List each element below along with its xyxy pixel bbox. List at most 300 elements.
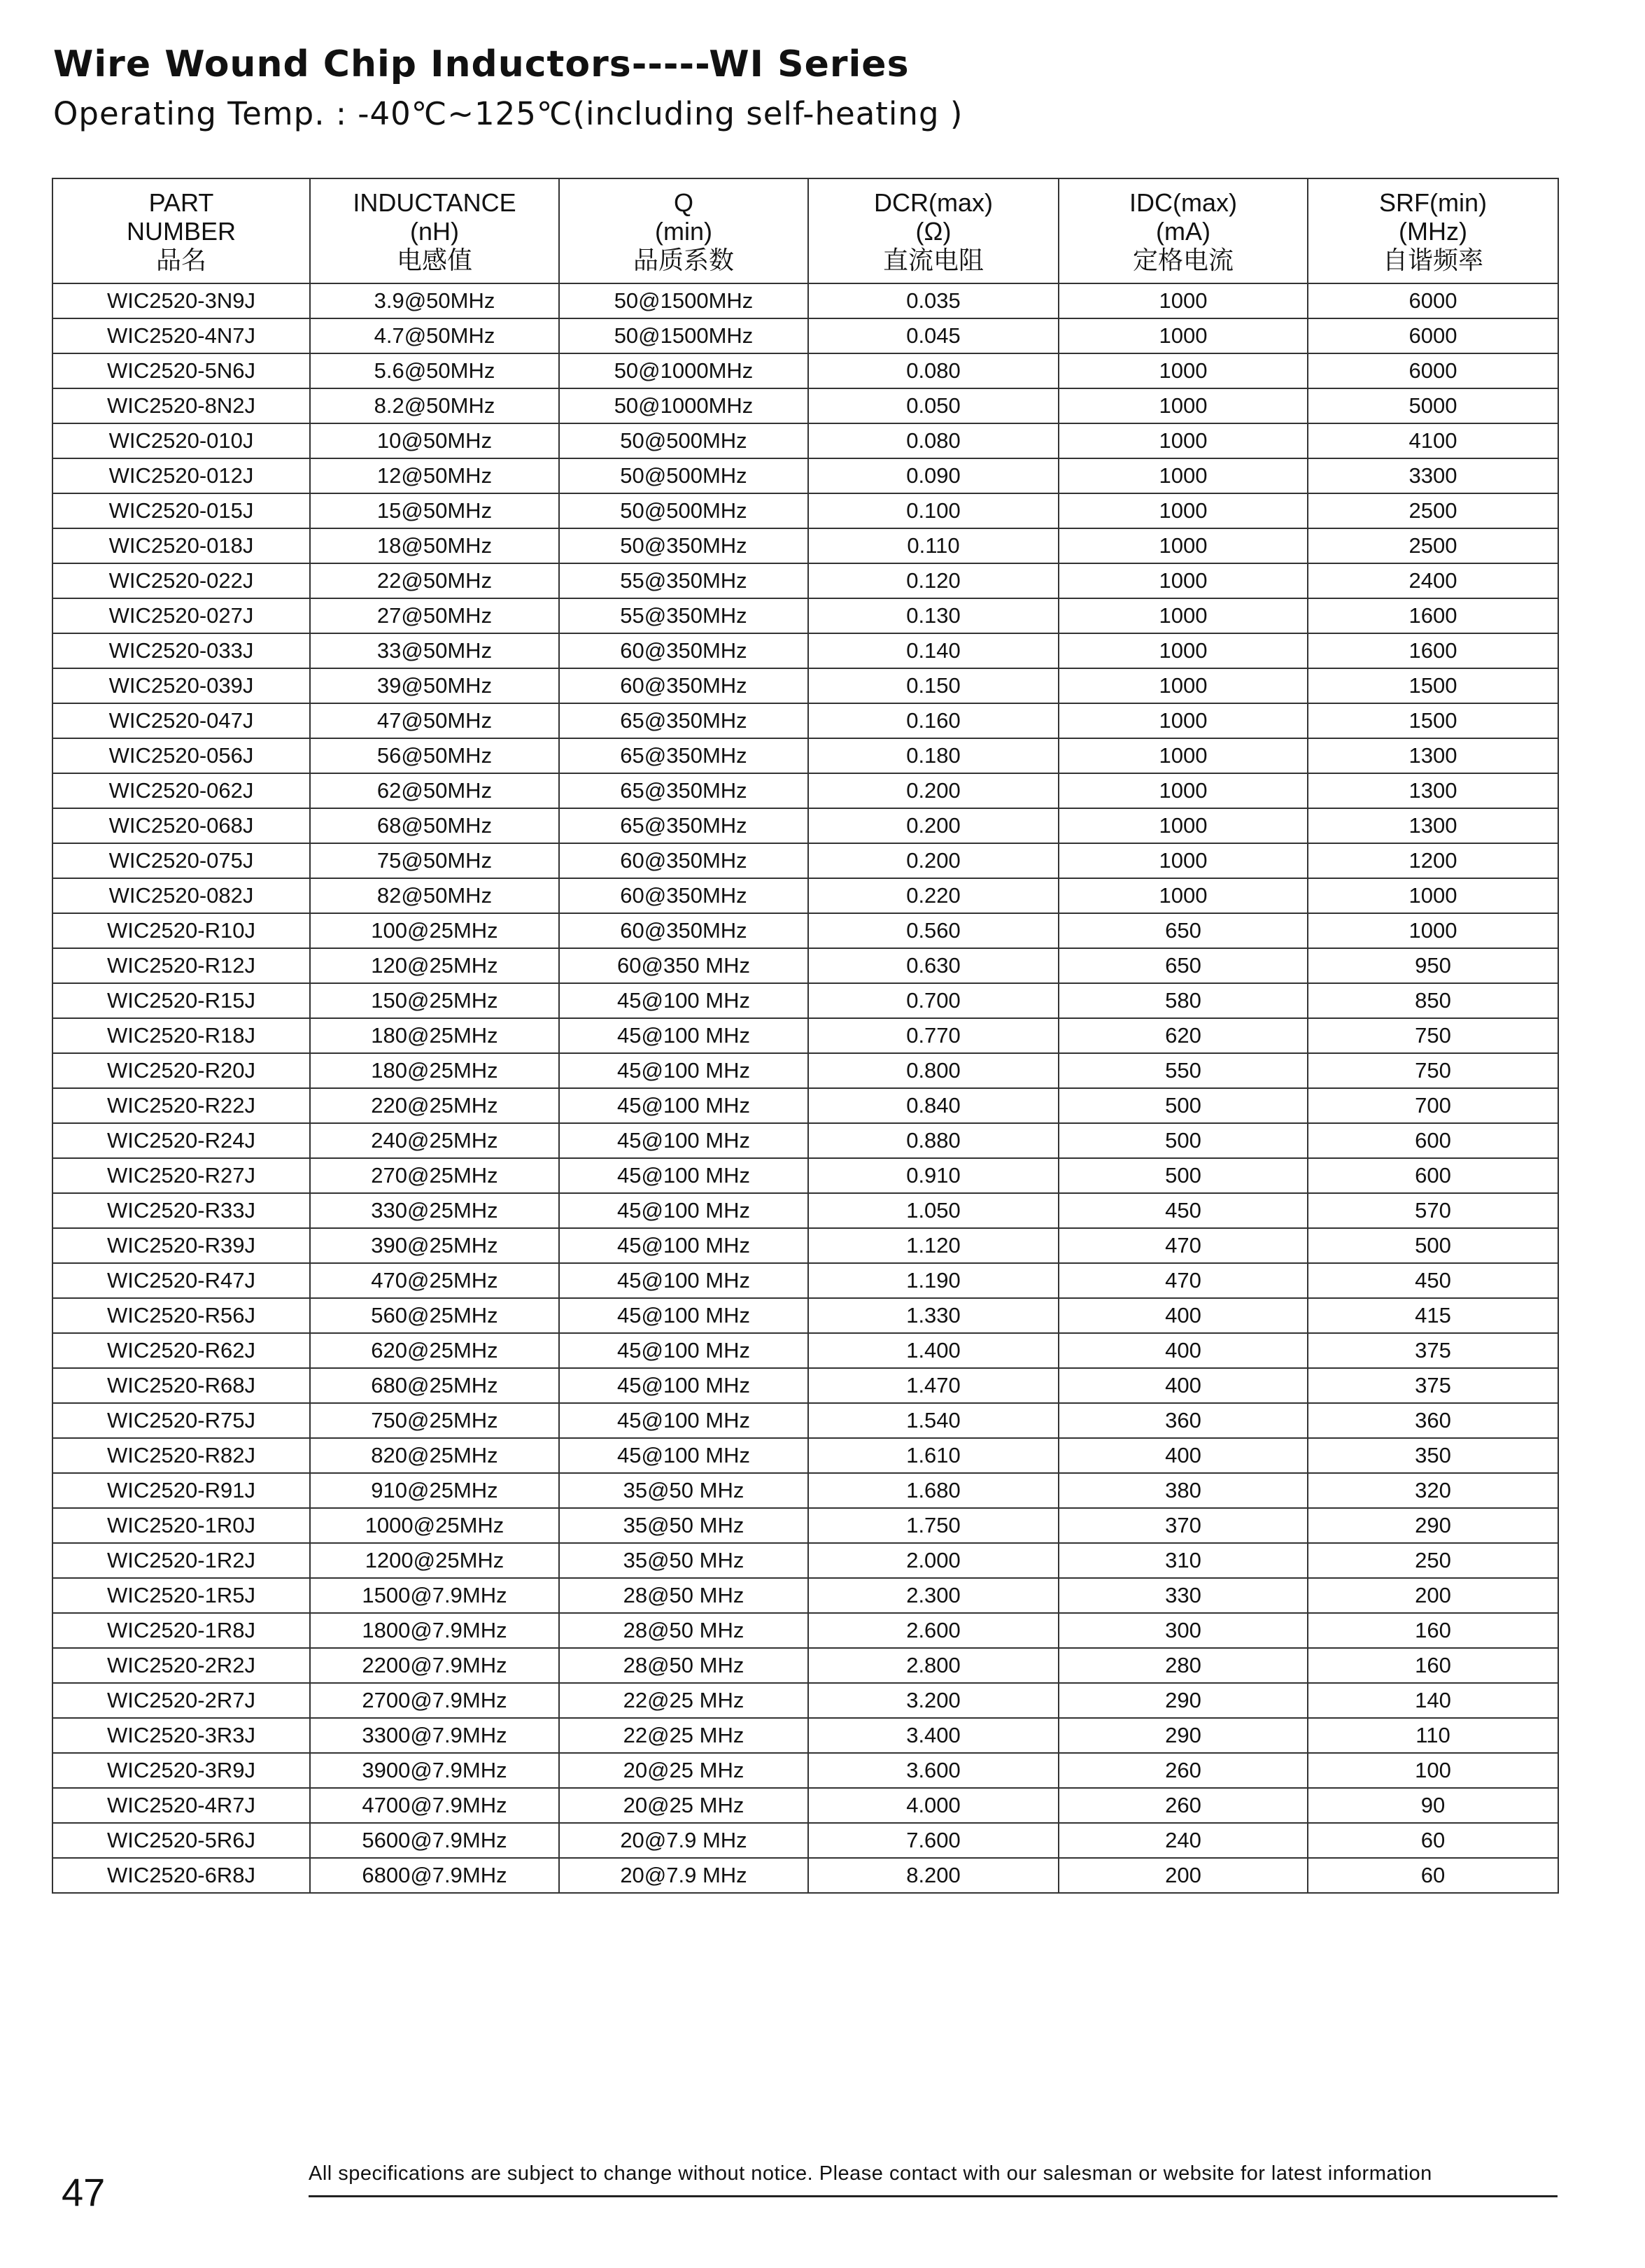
column-header-idc-max bbox=[1059, 178, 1308, 283]
cell-idc-max: 1000 bbox=[1059, 353, 1308, 388]
cell-q-min: 35@50 MHz bbox=[559, 1508, 808, 1543]
cell-dcr-max: 0.150 bbox=[808, 668, 1059, 703]
cell-part-number: WIC2520-5N6J bbox=[52, 353, 310, 388]
cell-q-min: 20@7.9 MHz bbox=[559, 1858, 808, 1893]
cell-part-number: WIC2520-047J bbox=[52, 703, 310, 738]
table-row bbox=[52, 493, 1558, 528]
cell-dcr-max: 2.600 bbox=[808, 1613, 1059, 1648]
cell-dcr-max: 0.560 bbox=[808, 913, 1059, 948]
cell-inductance: 3900@7.9MHz bbox=[310, 1753, 559, 1788]
cell-dcr-max: 3.400 bbox=[808, 1718, 1059, 1753]
cell-idc-max: 620 bbox=[1059, 1018, 1308, 1053]
cell-q-min: 60@350MHz bbox=[559, 913, 808, 948]
cell-part-number: WIC2520-068J bbox=[52, 808, 310, 843]
cell-dcr-max: 2.800 bbox=[808, 1648, 1059, 1683]
cell-srf-min: 450 bbox=[1308, 1263, 1558, 1298]
cell-q-min: 65@350MHz bbox=[559, 738, 808, 773]
cell-q-min: 45@100 MHz bbox=[559, 1298, 808, 1333]
cell-idc-max: 1000 bbox=[1059, 773, 1308, 808]
cell-idc-max: 290 bbox=[1059, 1683, 1308, 1718]
table-row bbox=[52, 1368, 1558, 1403]
cell-idc-max: 400 bbox=[1059, 1333, 1308, 1368]
table-row bbox=[52, 1683, 1558, 1718]
cell-idc-max: 500 bbox=[1059, 1123, 1308, 1158]
cell-q-min: 50@500MHz bbox=[559, 493, 808, 528]
cell-inductance: 56@50MHz bbox=[310, 738, 559, 773]
table-row bbox=[52, 703, 1558, 738]
cell-q-min: 65@350MHz bbox=[559, 773, 808, 808]
cell-inductance: 1500@7.9MHz bbox=[310, 1578, 559, 1613]
column-header-dcr-max bbox=[808, 178, 1059, 283]
cell-dcr-max: 0.160 bbox=[808, 703, 1059, 738]
table-row bbox=[52, 1438, 1558, 1473]
column-header-line: INDUCTANCE bbox=[353, 188, 516, 217]
table-row bbox=[52, 1613, 1558, 1648]
cell-idc-max: 500 bbox=[1059, 1158, 1308, 1193]
column-header-line: Q bbox=[673, 188, 693, 217]
table-row bbox=[52, 283, 1558, 318]
cell-part-number: WIC2520-R27J bbox=[52, 1158, 310, 1193]
cell-q-min: 65@350MHz bbox=[559, 808, 808, 843]
cell-srf-min: 1200 bbox=[1308, 843, 1558, 878]
cell-q-min: 50@500MHz bbox=[559, 458, 808, 493]
cell-q-min: 45@100 MHz bbox=[559, 1018, 808, 1053]
cell-srf-min: 90 bbox=[1308, 1788, 1558, 1823]
cell-inductance: 1800@7.9MHz bbox=[310, 1613, 559, 1648]
cell-srf-min: 60 bbox=[1308, 1858, 1558, 1893]
cell-dcr-max: 1.120 bbox=[808, 1228, 1059, 1263]
cell-idc-max: 400 bbox=[1059, 1368, 1308, 1403]
table-row bbox=[52, 1123, 1558, 1158]
table-row bbox=[52, 318, 1558, 353]
cell-inductance: 5.6@50MHz bbox=[310, 353, 559, 388]
table-row bbox=[52, 528, 1558, 563]
cell-part-number: WIC2520-R15J bbox=[52, 983, 310, 1018]
cell-srf-min: 160 bbox=[1308, 1648, 1558, 1683]
cell-dcr-max: 1.050 bbox=[808, 1193, 1059, 1228]
cell-q-min: 45@100 MHz bbox=[559, 1403, 808, 1438]
cell-part-number: WIC2520-R62J bbox=[52, 1333, 310, 1368]
table-row bbox=[52, 1753, 1558, 1788]
cell-srf-min: 700 bbox=[1308, 1088, 1558, 1123]
cell-idc-max: 650 bbox=[1059, 948, 1308, 983]
cell-inductance: 3.9@50MHz bbox=[310, 283, 559, 318]
cell-q-min: 45@100 MHz bbox=[559, 983, 808, 1018]
table-row bbox=[52, 1403, 1558, 1438]
cell-idc-max: 300 bbox=[1059, 1613, 1308, 1648]
cell-part-number: WIC2520-R12J bbox=[52, 948, 310, 983]
table-row bbox=[52, 1823, 1558, 1858]
cell-part-number: WIC2520-1R0J bbox=[52, 1508, 310, 1543]
cell-q-min: 60@350MHz bbox=[559, 633, 808, 668]
cell-q-min: 60@350MHz bbox=[559, 668, 808, 703]
footer-notice: All specifications are subject to change without notice. Please contact with our salesman or website for latest information bbox=[309, 2162, 1558, 2197]
cell-srf-min: 1300 bbox=[1308, 808, 1558, 843]
column-header-srf-min bbox=[1308, 178, 1558, 283]
spec-table-header bbox=[52, 178, 1558, 283]
cell-srf-min: 360 bbox=[1308, 1403, 1558, 1438]
cell-part-number: WIC2520-R22J bbox=[52, 1088, 310, 1123]
cell-q-min: 60@350MHz bbox=[559, 843, 808, 878]
cell-srf-min: 200 bbox=[1308, 1578, 1558, 1613]
cell-dcr-max: 1.610 bbox=[808, 1438, 1059, 1473]
cell-srf-min: 110 bbox=[1308, 1718, 1558, 1753]
table-row bbox=[52, 1053, 1558, 1088]
table-row bbox=[52, 878, 1558, 913]
cell-srf-min: 320 bbox=[1308, 1473, 1558, 1508]
cell-dcr-max: 0.100 bbox=[808, 493, 1059, 528]
cell-q-min: 20@25 MHz bbox=[559, 1753, 808, 1788]
cell-idc-max: 650 bbox=[1059, 913, 1308, 948]
cell-idc-max: 310 bbox=[1059, 1543, 1308, 1578]
cell-idc-max: 200 bbox=[1059, 1858, 1308, 1893]
cell-idc-max: 1000 bbox=[1059, 878, 1308, 913]
cell-idc-max: 470 bbox=[1059, 1263, 1308, 1298]
cell-dcr-max: 0.140 bbox=[808, 633, 1059, 668]
cell-part-number: WIC2520-1R5J bbox=[52, 1578, 310, 1613]
cell-inductance: 39@50MHz bbox=[310, 668, 559, 703]
column-header-part-number bbox=[52, 178, 310, 283]
column-header-line: 品质系数 bbox=[633, 245, 734, 274]
cell-q-min: 22@25 MHz bbox=[559, 1683, 808, 1718]
cell-idc-max: 550 bbox=[1059, 1053, 1308, 1088]
cell-part-number: WIC2520-039J bbox=[52, 668, 310, 703]
cell-inductance: 220@25MHz bbox=[310, 1088, 559, 1123]
cell-srf-min: 750 bbox=[1308, 1053, 1558, 1088]
cell-inductance: 18@50MHz bbox=[310, 528, 559, 563]
cell-idc-max: 1000 bbox=[1059, 633, 1308, 668]
cell-part-number: WIC2520-027J bbox=[52, 598, 310, 633]
cell-srf-min: 600 bbox=[1308, 1158, 1558, 1193]
cell-dcr-max: 0.120 bbox=[808, 563, 1059, 598]
table-row bbox=[52, 1298, 1558, 1333]
cell-idc-max: 1000 bbox=[1059, 493, 1308, 528]
table-row bbox=[52, 1648, 1558, 1683]
cell-dcr-max: 0.880 bbox=[808, 1123, 1059, 1158]
table-row bbox=[52, 598, 1558, 633]
cell-part-number: WIC2520-R75J bbox=[52, 1403, 310, 1438]
column-header-inductance bbox=[310, 178, 559, 283]
cell-inductance: 8.2@50MHz bbox=[310, 388, 559, 423]
cell-srf-min: 140 bbox=[1308, 1683, 1558, 1718]
column-header-line: (min) bbox=[655, 216, 712, 246]
cell-srf-min: 1300 bbox=[1308, 773, 1558, 808]
cell-q-min: 45@100 MHz bbox=[559, 1368, 808, 1403]
cell-idc-max: 400 bbox=[1059, 1438, 1308, 1473]
cell-dcr-max: 0.800 bbox=[808, 1053, 1059, 1088]
cell-dcr-max: 3.200 bbox=[808, 1683, 1059, 1718]
cell-srf-min: 375 bbox=[1308, 1368, 1558, 1403]
cell-srf-min: 1000 bbox=[1308, 913, 1558, 948]
cell-idc-max: 290 bbox=[1059, 1718, 1308, 1753]
spec-table bbox=[52, 178, 1559, 1894]
cell-part-number: WIC2520-018J bbox=[52, 528, 310, 563]
cell-idc-max: 370 bbox=[1059, 1508, 1308, 1543]
cell-dcr-max: 1.680 bbox=[808, 1473, 1059, 1508]
table-row bbox=[52, 1158, 1558, 1193]
cell-part-number: WIC2520-R47J bbox=[52, 1263, 310, 1298]
cell-srf-min: 290 bbox=[1308, 1508, 1558, 1543]
cell-q-min: 50@1000MHz bbox=[559, 353, 808, 388]
cell-idc-max: 260 bbox=[1059, 1753, 1308, 1788]
cell-idc-max: 400 bbox=[1059, 1298, 1308, 1333]
cell-q-min: 45@100 MHz bbox=[559, 1053, 808, 1088]
table-row bbox=[52, 668, 1558, 703]
cell-part-number: WIC2520-056J bbox=[52, 738, 310, 773]
cell-inductance: 68@50MHz bbox=[310, 808, 559, 843]
cell-dcr-max: 0.910 bbox=[808, 1158, 1059, 1193]
cell-idc-max: 1000 bbox=[1059, 423, 1308, 458]
cell-inductance: 82@50MHz bbox=[310, 878, 559, 913]
cell-part-number: WIC2520-012J bbox=[52, 458, 310, 493]
cell-q-min: 45@100 MHz bbox=[559, 1193, 808, 1228]
cell-q-min: 35@50 MHz bbox=[559, 1543, 808, 1578]
cell-inductance: 2700@7.9MHz bbox=[310, 1683, 559, 1718]
cell-dcr-max: 0.045 bbox=[808, 318, 1059, 353]
cell-srf-min: 375 bbox=[1308, 1333, 1558, 1368]
page-subtitle: Operating Temp. : -40℃~125℃(including self-heating ) bbox=[53, 95, 963, 132]
table-row bbox=[52, 423, 1558, 458]
cell-dcr-max: 0.840 bbox=[808, 1088, 1059, 1123]
cell-q-min: 20@25 MHz bbox=[559, 1788, 808, 1823]
cell-dcr-max: 0.700 bbox=[808, 983, 1059, 1018]
cell-dcr-max: 0.770 bbox=[808, 1018, 1059, 1053]
header-row bbox=[52, 178, 1558, 283]
cell-part-number: WIC2520-3R3J bbox=[52, 1718, 310, 1753]
table-row bbox=[52, 353, 1558, 388]
cell-dcr-max: 7.600 bbox=[808, 1823, 1059, 1858]
column-header-line: NUMBER bbox=[126, 216, 236, 246]
cell-idc-max: 470 bbox=[1059, 1228, 1308, 1263]
cell-srf-min: 570 bbox=[1308, 1193, 1558, 1228]
column-header-line: (Ω) bbox=[915, 216, 952, 246]
cell-idc-max: 1000 bbox=[1059, 808, 1308, 843]
cell-srf-min: 1600 bbox=[1308, 598, 1558, 633]
table-row bbox=[52, 983, 1558, 1018]
cell-q-min: 55@350MHz bbox=[559, 563, 808, 598]
cell-inductance: 5600@7.9MHz bbox=[310, 1823, 559, 1858]
cell-part-number: WIC2520-1R8J bbox=[52, 1613, 310, 1648]
cell-idc-max: 1000 bbox=[1059, 563, 1308, 598]
cell-part-number: WIC2520-R91J bbox=[52, 1473, 310, 1508]
cell-dcr-max: 0.630 bbox=[808, 948, 1059, 983]
cell-dcr-max: 0.080 bbox=[808, 353, 1059, 388]
cell-dcr-max: 1.190 bbox=[808, 1263, 1059, 1298]
cell-srf-min: 100 bbox=[1308, 1753, 1558, 1788]
cell-inductance: 33@50MHz bbox=[310, 633, 559, 668]
cell-dcr-max: 0.200 bbox=[808, 843, 1059, 878]
cell-inductance: 22@50MHz bbox=[310, 563, 559, 598]
cell-srf-min: 3300 bbox=[1308, 458, 1558, 493]
cell-dcr-max: 0.050 bbox=[808, 388, 1059, 423]
cell-q-min: 45@100 MHz bbox=[559, 1088, 808, 1123]
cell-idc-max: 1000 bbox=[1059, 528, 1308, 563]
column-header-line: 电感值 bbox=[396, 245, 472, 274]
cell-dcr-max: 0.080 bbox=[808, 423, 1059, 458]
cell-inductance: 27@50MHz bbox=[310, 598, 559, 633]
cell-part-number: WIC2520-062J bbox=[52, 773, 310, 808]
table-row bbox=[52, 773, 1558, 808]
cell-idc-max: 1000 bbox=[1059, 598, 1308, 633]
cell-q-min: 50@1000MHz bbox=[559, 388, 808, 423]
cell-dcr-max: 1.540 bbox=[808, 1403, 1059, 1438]
cell-part-number: WIC2520-2R2J bbox=[52, 1648, 310, 1683]
cell-idc-max: 360 bbox=[1059, 1403, 1308, 1438]
cell-part-number: WIC2520-082J bbox=[52, 878, 310, 913]
cell-srf-min: 950 bbox=[1308, 948, 1558, 983]
cell-inductance: 1200@25MHz bbox=[310, 1543, 559, 1578]
cell-part-number: WIC2520-8N2J bbox=[52, 388, 310, 423]
cell-srf-min: 60 bbox=[1308, 1823, 1558, 1858]
cell-inductance: 100@25MHz bbox=[310, 913, 559, 948]
cell-part-number: WIC2520-033J bbox=[52, 633, 310, 668]
cell-part-number: WIC2520-R18J bbox=[52, 1018, 310, 1053]
cell-q-min: 50@500MHz bbox=[559, 423, 808, 458]
cell-q-min: 60@350 MHz bbox=[559, 948, 808, 983]
cell-idc-max: 1000 bbox=[1059, 283, 1308, 318]
cell-inductance: 390@25MHz bbox=[310, 1228, 559, 1263]
cell-inductance: 47@50MHz bbox=[310, 703, 559, 738]
table-row bbox=[52, 388, 1558, 423]
cell-srf-min: 4100 bbox=[1308, 423, 1558, 458]
cell-inductance: 150@25MHz bbox=[310, 983, 559, 1018]
table-row bbox=[52, 1088, 1558, 1123]
cell-part-number: WIC2520-4R7J bbox=[52, 1788, 310, 1823]
cell-inductance: 750@25MHz bbox=[310, 1403, 559, 1438]
cell-dcr-max: 0.035 bbox=[808, 283, 1059, 318]
cell-idc-max: 1000 bbox=[1059, 318, 1308, 353]
column-header-line: 自谐频率 bbox=[1382, 245, 1483, 274]
cell-idc-max: 1000 bbox=[1059, 703, 1308, 738]
table-row bbox=[52, 1228, 1558, 1263]
table-row bbox=[52, 843, 1558, 878]
cell-part-number: WIC2520-1R2J bbox=[52, 1543, 310, 1578]
table-row bbox=[52, 563, 1558, 598]
cell-inductance: 560@25MHz bbox=[310, 1298, 559, 1333]
cell-q-min: 20@7.9 MHz bbox=[559, 1823, 808, 1858]
column-header-line: 定格电流 bbox=[1132, 245, 1234, 274]
cell-dcr-max: 1.330 bbox=[808, 1298, 1059, 1333]
cell-dcr-max: 0.220 bbox=[808, 878, 1059, 913]
cell-srf-min: 1000 bbox=[1308, 878, 1558, 913]
cell-part-number: WIC2520-5R6J bbox=[52, 1823, 310, 1858]
cell-inductance: 62@50MHz bbox=[310, 773, 559, 808]
cell-part-number: WIC2520-R68J bbox=[52, 1368, 310, 1403]
cell-dcr-max: 1.400 bbox=[808, 1333, 1059, 1368]
cell-part-number: WIC2520-R56J bbox=[52, 1298, 310, 1333]
cell-q-min: 55@350MHz bbox=[559, 598, 808, 633]
cell-part-number: WIC2520-075J bbox=[52, 843, 310, 878]
cell-part-number: WIC2520-015J bbox=[52, 493, 310, 528]
cell-dcr-max: 8.200 bbox=[808, 1858, 1059, 1893]
cell-idc-max: 1000 bbox=[1059, 668, 1308, 703]
spec-table-body bbox=[52, 283, 1558, 1893]
cell-srf-min: 1500 bbox=[1308, 703, 1558, 738]
cell-inductance: 270@25MHz bbox=[310, 1158, 559, 1193]
cell-srf-min: 2400 bbox=[1308, 563, 1558, 598]
cell-q-min: 45@100 MHz bbox=[559, 1228, 808, 1263]
cell-q-min: 45@100 MHz bbox=[559, 1123, 808, 1158]
cell-dcr-max: 1.470 bbox=[808, 1368, 1059, 1403]
cell-srf-min: 6000 bbox=[1308, 353, 1558, 388]
cell-srf-min: 415 bbox=[1308, 1298, 1558, 1333]
cell-srf-min: 250 bbox=[1308, 1543, 1558, 1578]
table-row bbox=[52, 738, 1558, 773]
table-row bbox=[52, 1473, 1558, 1508]
cell-q-min: 35@50 MHz bbox=[559, 1473, 808, 1508]
table-row bbox=[52, 1578, 1558, 1613]
cell-q-min: 45@100 MHz bbox=[559, 1158, 808, 1193]
cell-q-min: 50@1500MHz bbox=[559, 318, 808, 353]
cell-dcr-max: 4.000 bbox=[808, 1788, 1059, 1823]
cell-part-number: WIC2520-R24J bbox=[52, 1123, 310, 1158]
cell-inductance: 4.7@50MHz bbox=[310, 318, 559, 353]
cell-idc-max: 240 bbox=[1059, 1823, 1308, 1858]
cell-inductance: 1000@25MHz bbox=[310, 1508, 559, 1543]
table-row bbox=[52, 808, 1558, 843]
cell-dcr-max: 0.180 bbox=[808, 738, 1059, 773]
cell-inductance: 620@25MHz bbox=[310, 1333, 559, 1368]
cell-q-min: 45@100 MHz bbox=[559, 1333, 808, 1368]
column-header-line: 品名 bbox=[155, 245, 206, 274]
cell-idc-max: 1000 bbox=[1059, 738, 1308, 773]
column-header-line: (MHz) bbox=[1399, 216, 1467, 246]
cell-idc-max: 330 bbox=[1059, 1578, 1308, 1613]
cell-srf-min: 160 bbox=[1308, 1613, 1558, 1648]
cell-q-min: 28@50 MHz bbox=[559, 1578, 808, 1613]
cell-srf-min: 750 bbox=[1308, 1018, 1558, 1053]
cell-srf-min: 1300 bbox=[1308, 738, 1558, 773]
cell-inductance: 180@25MHz bbox=[310, 1018, 559, 1053]
cell-q-min: 65@350MHz bbox=[559, 703, 808, 738]
cell-srf-min: 6000 bbox=[1308, 318, 1558, 353]
cell-idc-max: 1000 bbox=[1059, 458, 1308, 493]
cell-q-min: 50@1500MHz bbox=[559, 283, 808, 318]
cell-srf-min: 350 bbox=[1308, 1438, 1558, 1473]
cell-part-number: WIC2520-3R9J bbox=[52, 1753, 310, 1788]
cell-dcr-max: 3.600 bbox=[808, 1753, 1059, 1788]
cell-part-number: WIC2520-R39J bbox=[52, 1228, 310, 1263]
page-title: Wire Wound Chip Inductors-----WI Series bbox=[53, 43, 910, 85]
cell-dcr-max: 0.200 bbox=[808, 773, 1059, 808]
cell-inductance: 330@25MHz bbox=[310, 1193, 559, 1228]
cell-inductance: 4700@7.9MHz bbox=[310, 1788, 559, 1823]
cell-srf-min: 5000 bbox=[1308, 388, 1558, 423]
table-row bbox=[52, 1193, 1558, 1228]
cell-idc-max: 500 bbox=[1059, 1088, 1308, 1123]
cell-q-min: 28@50 MHz bbox=[559, 1613, 808, 1648]
column-header-line: IDC(max) bbox=[1129, 188, 1237, 217]
cell-inductance: 180@25MHz bbox=[310, 1053, 559, 1088]
cell-inductance: 910@25MHz bbox=[310, 1473, 559, 1508]
cell-dcr-max: 2.300 bbox=[808, 1578, 1059, 1613]
table-row bbox=[52, 1263, 1558, 1298]
cell-srf-min: 1500 bbox=[1308, 668, 1558, 703]
cell-q-min: 50@350MHz bbox=[559, 528, 808, 563]
cell-dcr-max: 0.200 bbox=[808, 808, 1059, 843]
cell-srf-min: 500 bbox=[1308, 1228, 1558, 1263]
cell-part-number: WIC2520-R33J bbox=[52, 1193, 310, 1228]
cell-srf-min: 1600 bbox=[1308, 633, 1558, 668]
cell-part-number: WIC2520-R82J bbox=[52, 1438, 310, 1473]
cell-q-min: 45@100 MHz bbox=[559, 1263, 808, 1298]
column-header-line: SRF(min) bbox=[1379, 188, 1487, 217]
cell-dcr-max: 0.110 bbox=[808, 528, 1059, 563]
column-header-q-min bbox=[559, 178, 808, 283]
cell-q-min: 28@50 MHz bbox=[559, 1648, 808, 1683]
cell-part-number: WIC2520-010J bbox=[52, 423, 310, 458]
cell-q-min: 45@100 MHz bbox=[559, 1438, 808, 1473]
